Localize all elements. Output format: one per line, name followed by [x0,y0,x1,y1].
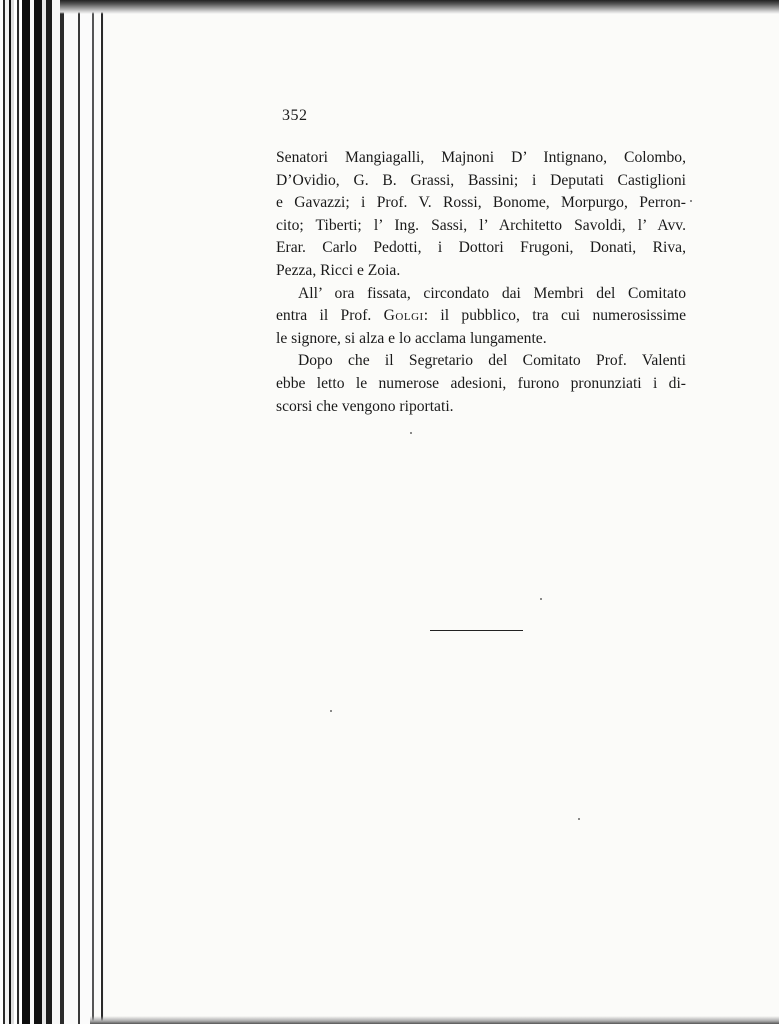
top-scan-edge [60,0,779,14]
page-number: 352 [282,107,308,124]
scan-speck [690,200,692,202]
body-text [276,147,686,418]
text-line: scorsi che vengono riportati. [276,397,454,415]
text-line: Pezza, Ricci e Zoia. [276,261,401,279]
paragraph-speeches [276,350,686,418]
text-line: Dopo che il Segretario del Comitato Prof. Valenti [298,352,686,370]
text-line: Senatori Mangiagalli, Majnoni D’ Intignano, Colombo, [276,149,686,166]
text-line: D’Ovidio, G. B. Grassi, Bassini; i Deputati Castiglioni [276,171,686,189]
text-line: cito; Tiberti; l’ Ing. Sassi, l’ Architetto Savoldi, l’ Avv. [276,216,686,234]
paragraph-attendees [276,147,686,283]
text-line: e Gavazzi; i Prof. V. Rossi, Bonome, Morpurgo, Perron- [276,194,686,212]
scan-speck [410,432,412,434]
text-fragment: entra il Prof. [276,307,384,325]
paragraph-arrival [276,283,686,351]
text-fragment: : il pubblico, tra cui numerosissime [423,307,686,325]
scan-speck [330,710,332,712]
section-divider-rule [430,630,523,631]
book-spine-shadow [20,0,100,1024]
text-line [276,305,686,328]
name-golgi: Golgi [383,307,424,325]
text-line: Erar. Carlo Pedotti, i Dottori Frugoni, Donati, Riva, [276,239,686,257]
text-line: All’ ora fissata, circondato dai Membri del Comitato [298,284,686,302]
bottom-scan-edge [90,1016,779,1024]
scan-speck [578,818,580,820]
text-line: ebbe letto le numerose adesioni, furono pronunziati i di- [276,374,686,392]
scan-speck [540,598,542,600]
text-line: le signore, si alza e lo acclama lungamente. [276,329,547,347]
